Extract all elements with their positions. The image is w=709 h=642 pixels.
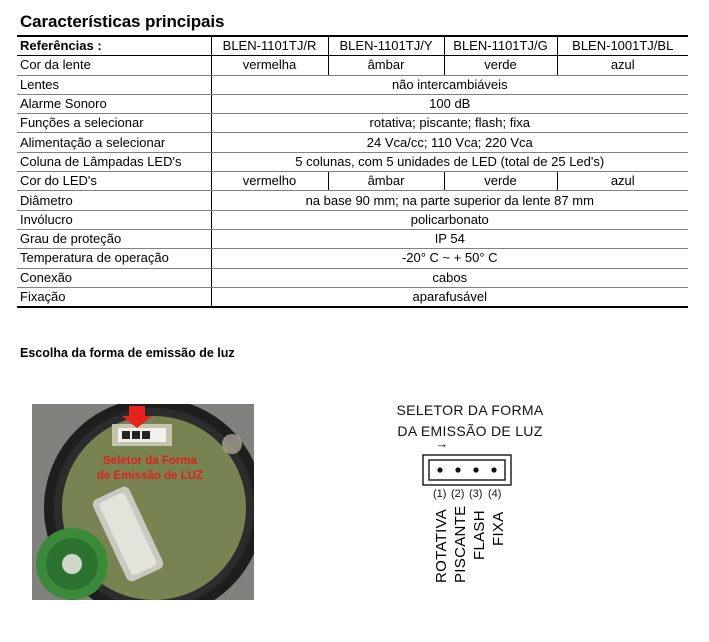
row-label: Alimentação a selecionar bbox=[17, 133, 211, 152]
table-row bbox=[17, 114, 688, 133]
table-row bbox=[17, 268, 688, 287]
table-row bbox=[17, 172, 688, 191]
row-cell: âmbar bbox=[328, 56, 444, 75]
header-reference: BLEN-1101TJ/Y bbox=[328, 36, 444, 56]
table-row bbox=[17, 133, 688, 152]
row-label: Coluna de Lâmpadas LED's bbox=[17, 152, 211, 171]
row-value: policarbonato bbox=[211, 210, 688, 229]
selector-photo bbox=[32, 404, 254, 600]
table-row bbox=[17, 229, 688, 248]
diagram-title-line2: DA EMISSÃO DE LUZ bbox=[397, 423, 543, 439]
row-cell: âmbar bbox=[328, 172, 444, 191]
row-label: Conexão bbox=[17, 268, 211, 287]
row-value: IP 54 bbox=[211, 229, 688, 248]
row-label: Diâmetro bbox=[17, 191, 211, 210]
row-label: Cor da lente bbox=[17, 56, 211, 75]
selector-diagram bbox=[370, 398, 570, 598]
row-value: 24 Vca/cc; 110 Vca; 220 Vca bbox=[211, 133, 688, 152]
pin-number-4: (4) bbox=[488, 488, 502, 500]
diagram-title-line1: SELETOR DA FORMA bbox=[396, 402, 544, 418]
row-label: Funções a selecionar bbox=[17, 114, 211, 133]
specs-table bbox=[17, 35, 688, 308]
row-value: 100 dB bbox=[211, 94, 688, 113]
mode-label-rotativa: ROTATIVA bbox=[433, 508, 450, 583]
table-row bbox=[17, 287, 688, 307]
header-reference: BLEN-1101TJ/R bbox=[211, 36, 328, 56]
row-value: não intercambiáveis bbox=[211, 75, 688, 94]
row-label: Alarme Sonoro bbox=[17, 94, 211, 113]
table-row bbox=[17, 191, 688, 210]
row-value: aparafusável bbox=[211, 287, 688, 307]
pin-number-3: (3) bbox=[469, 488, 483, 500]
table-row bbox=[17, 249, 688, 268]
diagram-arrow-icon: → bbox=[435, 436, 449, 451]
pin-number-2: (2) bbox=[451, 488, 465, 500]
table-row bbox=[17, 75, 688, 94]
row-cell: azul bbox=[557, 56, 688, 75]
table-header-row bbox=[17, 36, 688, 56]
row-value: rotativa; piscante; flash; fixa bbox=[211, 114, 688, 133]
mode-label-fixa: FIXA bbox=[490, 511, 507, 546]
row-value: -20° C ~ + 50° C bbox=[211, 249, 688, 268]
row-cell: azul bbox=[557, 172, 688, 191]
row-cell: verde bbox=[444, 172, 557, 191]
page-title: Características principais bbox=[20, 12, 225, 31]
table-row bbox=[17, 152, 688, 171]
header-reference: BLEN-1101TJ/G bbox=[444, 36, 557, 56]
header-label: Referências : bbox=[17, 36, 211, 56]
mode-label-flash: FLASH bbox=[471, 510, 488, 560]
table-row bbox=[17, 94, 688, 113]
table-row bbox=[17, 210, 688, 229]
row-value: na base 90 mm; na parte superior da lente 87 mm bbox=[211, 191, 688, 210]
section-heading: Escolha da forma de emissão de luz bbox=[20, 346, 235, 360]
mode-label-piscante: PISCANTE bbox=[452, 505, 469, 583]
row-cell: vermelha bbox=[211, 56, 328, 75]
switch-connector-icon bbox=[422, 454, 512, 486]
photo-caption-line2: de Emissão de LUZ bbox=[96, 470, 204, 482]
pin-number-1: (1) bbox=[433, 488, 447, 500]
photo-caption-line1: Seletor da Forma bbox=[103, 455, 197, 467]
row-label: Fixação bbox=[17, 287, 211, 307]
row-value: 5 colunas, com 5 unidades de LED (total de 25 Led's) bbox=[211, 152, 688, 171]
row-label: Lentes bbox=[17, 75, 211, 94]
row-label: Temperatura de operação bbox=[17, 249, 211, 268]
row-value: cabos bbox=[211, 268, 688, 287]
row-label: Cor do LED's bbox=[17, 172, 211, 191]
row-label: Invólucro bbox=[17, 210, 211, 229]
header-reference: BLEN-1001TJ/BL bbox=[557, 36, 688, 56]
row-cell: vermelho bbox=[211, 172, 328, 191]
table-row bbox=[17, 56, 688, 75]
row-label: Grau de proteção bbox=[17, 229, 211, 248]
row-cell: verde bbox=[444, 56, 557, 75]
